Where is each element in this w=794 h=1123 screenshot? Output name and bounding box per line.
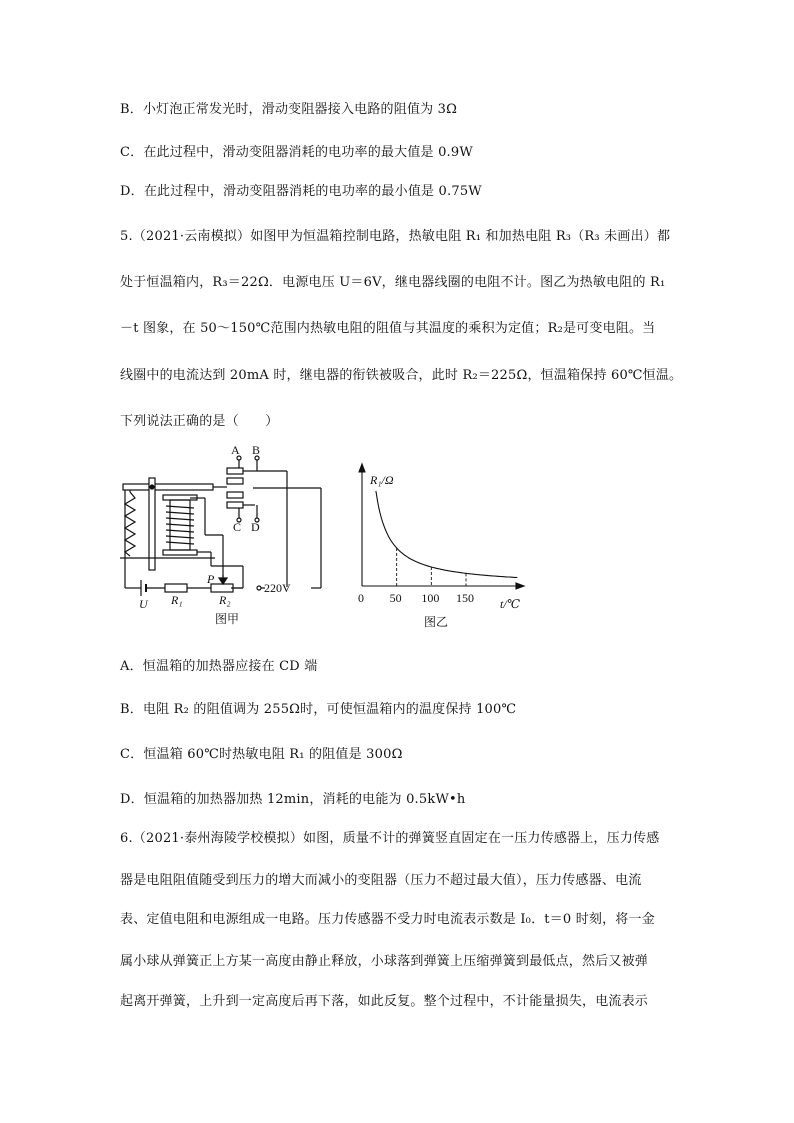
x-axis-arrow-icon bbox=[516, 583, 524, 589]
mains-220v-label: 220V bbox=[264, 581, 291, 595]
question-5-line-1: 5.（2021·云南模拟）如图甲为恒温箱控制电路，热敏电阻 R₁ 和加热电阻 R₃（R₃ 未画出）都 bbox=[120, 229, 671, 244]
question-6-line-4: 属小球从弹簧正上方某一高度由静止释放，小球落到弹簧上压缩弹簧到最低点，然后又被弹 bbox=[120, 954, 649, 969]
r2-label: R₂ bbox=[219, 593, 231, 607]
voltage-u-label: U bbox=[139, 597, 148, 611]
figure-jia-circuit bbox=[115, 440, 330, 630]
option-c-line: C．在此过程中，滑动变阻器消耗的电功率的最大值是 0.9W bbox=[120, 145, 473, 160]
option-b-5: B．电阻 R₂ 的阻值调为 255Ω时，可使恒温箱内的温度保持 100℃ bbox=[120, 702, 517, 717]
y-axis-label: R₁/Ω bbox=[370, 473, 394, 487]
question-6-line-1: 6.（2021·泰州海陵学校模拟）如图，质量不计的弹簧竖直固定在一压力传感器上，压力传感 bbox=[120, 831, 660, 846]
question-5-prompt: 下列说法正确的是（ ） bbox=[120, 414, 279, 429]
figure-yi-caption: 图乙 bbox=[424, 615, 449, 629]
question-5-line-2: 处于恒温箱内，R₃＝22Ω．电源电压 U＝6V，继电器线圈的电阻不计。图乙为热敏电阻的 R₁ bbox=[120, 275, 666, 290]
option-c-5: C．恒温箱 60℃时热敏电阻 R₁ 的阻值是 300Ω bbox=[120, 747, 403, 762]
terminal-d-label: D bbox=[251, 520, 260, 534]
y-axis-arrow-icon bbox=[359, 464, 365, 472]
x-axis-label: t/℃ bbox=[500, 597, 521, 611]
figure-yi-chart bbox=[350, 462, 540, 630]
terminal-b-label: B bbox=[252, 443, 261, 457]
x-tick-label-100: 100 bbox=[421, 591, 440, 605]
r1-label: R₁ bbox=[171, 593, 183, 607]
option-d-line: D．在此过程中，滑动变阻器消耗的电功率的最小值是 0.75W bbox=[120, 184, 482, 199]
option-d-5: D．恒温箱的加热器加热 12min，消耗的电能为 0.5kW•h bbox=[120, 792, 466, 807]
option-a-5: A．恒温箱的加热器应接在 CD 端 bbox=[120, 659, 318, 674]
x-tick-label-150: 150 bbox=[456, 591, 474, 605]
resistor-r1-icon bbox=[165, 584, 187, 592]
figure-jia-caption: 图甲 bbox=[215, 612, 240, 626]
question-6-line-2: 器是电阻阻值随受到压力的增大而减小的变阻器（压力不超过最大值），压力传感器、电流 bbox=[120, 873, 642, 888]
terminal-c-label: C bbox=[233, 520, 242, 534]
spring-icon bbox=[125, 492, 135, 556]
origin-label: 0 bbox=[358, 591, 364, 605]
x-tick-label-50: 50 bbox=[389, 591, 402, 605]
question-5-line-3: －t 图象，在 50～150℃范围内热敏电阻的阻值与其温度的乘积为定值；R₂是可变电阻。当 bbox=[120, 321, 656, 336]
question-6-line-5: 起离开弹簧，上升到一定高度后再下落，如此反复。整个过程中，不计能量损失，电流表示 bbox=[120, 994, 649, 1009]
option-b-line: B．小灯泡正常发光时，滑动变阻器接入电路的阻值为 3Ω bbox=[120, 102, 458, 117]
terminal-a-label: A bbox=[231, 443, 240, 457]
question-6-line-3: 表、定值电阻和电源组成一电路。压力传感器不受力时电流表示数是 I₀．t＝0 时刻，将一金 bbox=[120, 912, 655, 927]
slider-p-label: P bbox=[207, 572, 215, 586]
question-5-line-4: 线圈中的电流达到 20mA 时，继电器的衔铁被吸合，此时 R₂＝225Ω，恒温箱保持 60℃恒温。 bbox=[120, 368, 683, 383]
